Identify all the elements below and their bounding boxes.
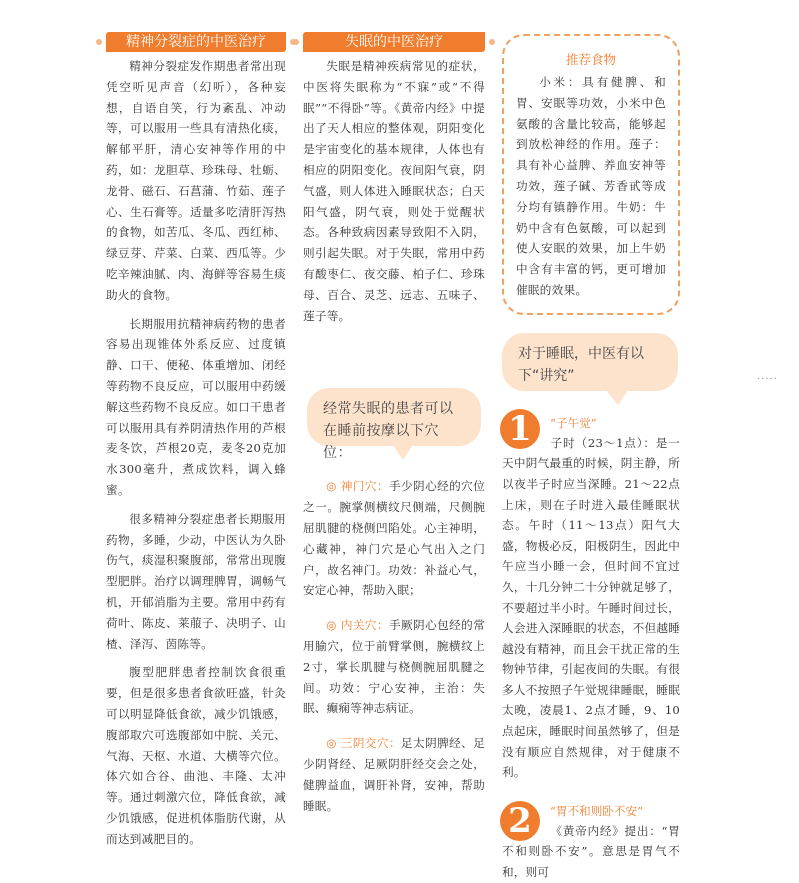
section-heading-schizophrenia: 精神分裂症的中医治疗 [106,32,286,52]
number-badge-1: 1 [500,409,540,449]
acupoint-shenmen [303,476,485,601]
column-sleep-tips [502,32,680,883]
speech-bubble-sleep [502,333,678,391]
acupoint-text: 手少阴心经的穴位之一。腕掌侧横纹尺侧端，尺侧腕屈肌腱的桡侧凹陷处。心主神明，心藏神，神门穴是心气出入之门户，故名神门。功效：补益心气，安定心神，帮助入眠； [303,479,485,598]
speech-bubble-text: 经常失眠的患者可以在睡前按摩以下穴位： [323,401,454,462]
tip-text-body: 子时（23～1点）：是一天中阴气最重的时候，阴主静，所以夜半子时应当深睡。21～22点上床，则在子时进入最佳睡眠状态。午时（11～13点）阳气大盛，物极必反，阳极阴生，因此中午应当小睡一会，但时间不宜过久，十几分钟二十分钟就足够了，不要超过半小时。午睡时间过长，人会进入深睡眠的状态，不但越睡越没有精神，而且会干扰正常的生物钟节律，引起夜间的失眠。有很多人不按照子午觉规律睡眠，睡眠太晚，凌晨1、2点才睡，9、10点起床，睡眠时间虽然够了，但是没有顺应自然规律，对于健康不利。 [502,435,680,780]
paragraph: 腹型肥胖患者控制饮食很重要，但是很多患者食欲旺盛，针灸可以明显降低食欲，减少饥饿感，腹部取穴可选腹部如中脘、关元、气海、天枢、水道、大横等穴位。体穴如合谷、曲池、丰隆、太冲等。通过刺激穴位，降低食欲，减少饥饿感，促进机体脂肪代谢，从而达到减肥目的。 [106,665,286,846]
recommended-food-box [502,34,680,315]
acupoint-neiguan [303,615,485,719]
tip-item-2 [502,801,680,883]
tip-text [502,433,680,783]
tip-title: “子午觉” [550,415,597,430]
column-schizophrenia [106,32,286,857]
bullet-icon: ◎ [326,618,337,633]
number-badge-2: 2 [500,801,540,841]
paragraph: 长期服用抗精神病药物的患者容易出现锥体外系反应、过度镇静、口干、便秘、体重增加、闭经等药物不良反应，可以服用中药缓解这些药物不良反应。如口干患者可以服用具有养阴清热作用的芦根麦冬饮，芦根20克，麦冬20克加水300毫升，煮成饮料，调入蜂蜜。 [106,316,286,497]
acupoint-sanyinjiao [303,733,485,816]
speech-bubble-massage [307,388,481,462]
bullet-icon: ◎ [326,736,337,751]
recommended-food-text: 小米：具有健脾、和胃、安眠等功效，小米中色氨酸的含量比较高，能够起到放松神经的作用。莲子：具有补心益脾、养血安神等功效，莲子碱、芳香甙等成分均有镇静作用。牛奶：牛奶中含有色氨酸，可以起到使人安眠的效果，加上牛奶中含有丰富的钙，更可增加催眠的效果。 [516,75,666,297]
recommended-food-title: 推荐食物 [565,52,616,67]
acupoint-label: 三阴交穴： [340,736,402,751]
paragraph: 失眠是精神疾病常见的症状，中医将失眠称为“不寐”或“不得眠”“不得卧”等。《黄帝内经》中提出了天人相应的整体观，阴阳变化是宇宙变化的基本规律，人体也有相应的阴阳变化。夜间阳气衰，阴气盛，则人体进入睡眠状态；白天阳气盛，阴气衰，则处于觉醒状态。各种致病因素导致阳不入阴，则引起失眠。对于失眠，常用中药有酸枣仁、夜交藤、柏子仁、珍珠母、百合、灵芝、远志、五味子、莲子等。 [303,59,485,323]
tip-title: “胃不和则卧不安” [550,803,644,818]
acupoint-text: 足太阴脾经、足少阴肾经、足厥阴肝经交会之处，健脾益血，调肝补肾，安神，帮助睡眠。 [303,736,485,813]
acupoint-text: 手厥阴心包经的常用腧穴，位于前臂掌侧，腕横纹上2寸，掌长肌腱与桡侧腕屈肌腱之间。功效：宁心安神，主治：失眠、癫痫等神志病证。 [303,618,485,716]
tip-text-body: 《黄帝内经》提出：“胃不和则卧不安”。意思是胃气不和，则可 [502,823,680,880]
column-insomnia [303,32,485,830]
acupoint-label: 神门穴： [340,479,389,494]
paragraph: 很多精神分裂症患者长期服用药物，多睡，少动，中医认为久卧伤气，痰湿积聚腹部，常常出现腹型肥胖。治疗以调理脾胃，调畅气机，开郁消脂为主要。常用中药有荷叶、陈皮、莱菔子、决明子、山楂、泽泻、茵陈等。 [106,511,286,651]
speech-bubble-text: 对于睡眠，中医有以下“讲究” [518,345,644,384]
section-heading-insomnia: 失眠的中医治疗 [303,32,485,52]
paragraph: 精神分裂症发作期患者常出现凭空听见声音（幻听），各种妄想，自语自笑，行为紊乱、冲动等，可以服用一些具有清热化痰，解郁平肝，清心安神等作用的中药，如：龙胆草、珍珠母、牡蛎、龙骨、磁石、石菖蒲、竹茹、莲子心、生石膏等。适量多吃清肝泻热的食物，如苦瓜、冬瓜、西红柿、绿豆芽、芹菜、白菜、西瓜等。少吃辛辣油腻、肉、海鲜等容易生痰助火的食物。 [106,59,286,302]
tip-item-1 [502,408,680,783]
acupoint-label: 内关穴： [340,618,389,633]
bullet-icon: ◎ [326,479,337,494]
edge-mark: ····· [757,374,778,385]
